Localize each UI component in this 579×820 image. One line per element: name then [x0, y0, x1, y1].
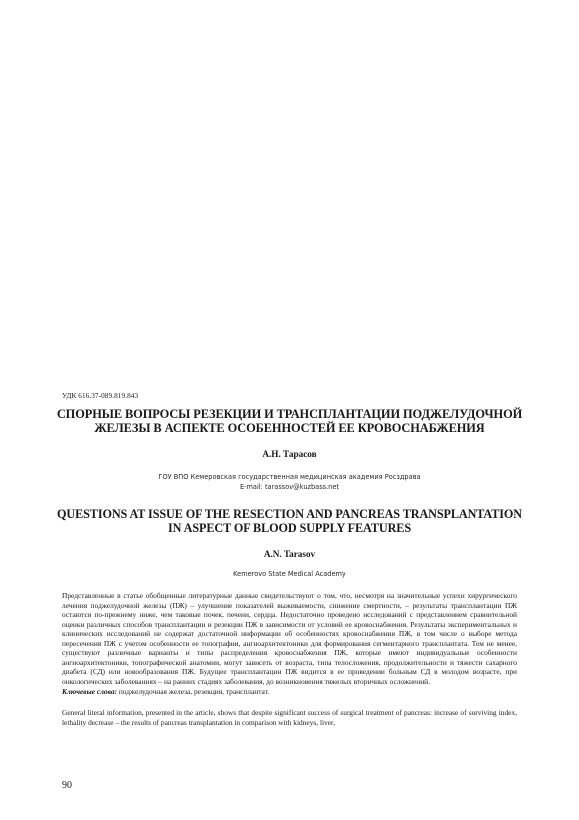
abstract-english-text: General literal information, presented in the article, shows that despite significant success of surgical treatment of pancreas: increase of surviving index, lethality decrease – the results of pancreas transplantation in comparison with kidneys, liver,	[62, 708, 517, 727]
title-russian-line-1: СПОРНЫЕ ВОПРОСЫ РЕЗЕКЦИИ И ТРАНСПЛАНТАЦИИ ПОДЖЕЛУДОЧНОЙ	[56, 407, 523, 421]
title-english	[50, 507, 529, 535]
author-english: A.N. Tarasov	[263, 549, 316, 559]
keywords	[62, 687, 517, 697]
title-english-line-2: IN ASPECT OF BLOOD SUPPLY FEATURES	[168, 521, 411, 535]
affiliation-english: Kemerovo State Medical Academy	[233, 570, 346, 578]
affiliation-russian	[0, 472, 579, 492]
udc-code: УДК 616.37-089.819.843	[62, 392, 139, 400]
title-english-line-1: QUESTIONS AT ISSUE OF THE RESECTION AND PANCREAS TRANSPLANTATION	[57, 507, 522, 521]
page-number: 90	[62, 780, 72, 791]
affiliation-russian-name: ГОУ ВПО Кемеровская государственная медицинская академия Росздрава	[158, 473, 421, 481]
author-russian: А.Н. Тарасов	[262, 449, 317, 459]
title-russian	[50, 407, 529, 435]
abstract-russian-text: Представленные в статье обобщенные литературные данные свидетельствуют о том, что, несмотря на значительные успехи хирургического лечения поджелудочной железы (ПЖ) – улучшение показателей выживаемости, снижение смертности, – результаты трансплантации ПЖ остаются по-прежнему ниже, чем таковые почек, печени, сердца. Недостаточно проведено исследований с представлением сравнительной оценки различных способов трансплантации и резекции ПЖ в зависимости от условий ее кровоснабжения. Результаты экспериментальных и клинических исследований не содержат достаточной информации об особенностях кровоснабжения ПЖ, в том числе о выборе метода пересечения ПЖ с учетом особенности ее топографии, ангиоархитектоники для формирования сегментарного трансплантата. Тем не менее, существуют различные варианты и типы распределения кровоснабжения ПЖ, которые имеют индивидуальные особенности ангиоархитектоники, топографической анатомии, могут зависеть от возраста, типа телосложения, продолжительности и тяжести сахарного диабета (СД) или новообразования ПЖ. Будущее трансплантации ПЖ видится в ее проведении больным СД в молодом возрасте, при онкологических заболеваниях – на ранних стадиях заболевания, до возникновения тяжелых вторичных осложнений.	[62, 591, 517, 686]
keywords-text: поджелудочная железа, резекция, трансплантат.	[117, 687, 270, 696]
keywords-label: Ключевые слова:	[62, 687, 117, 696]
title-russian-line-2: ЖЕЛЕЗЫ В АСПЕКТЕ ОСОБЕННОСТЕЙ ЕЕ КРОВОСНАБЖЕНИЯ	[94, 421, 485, 435]
author-email: E-mail: tarassov@kuzbass.net	[239, 483, 340, 491]
abstract-russian	[62, 591, 517, 686]
abstract-english	[62, 708, 517, 727]
